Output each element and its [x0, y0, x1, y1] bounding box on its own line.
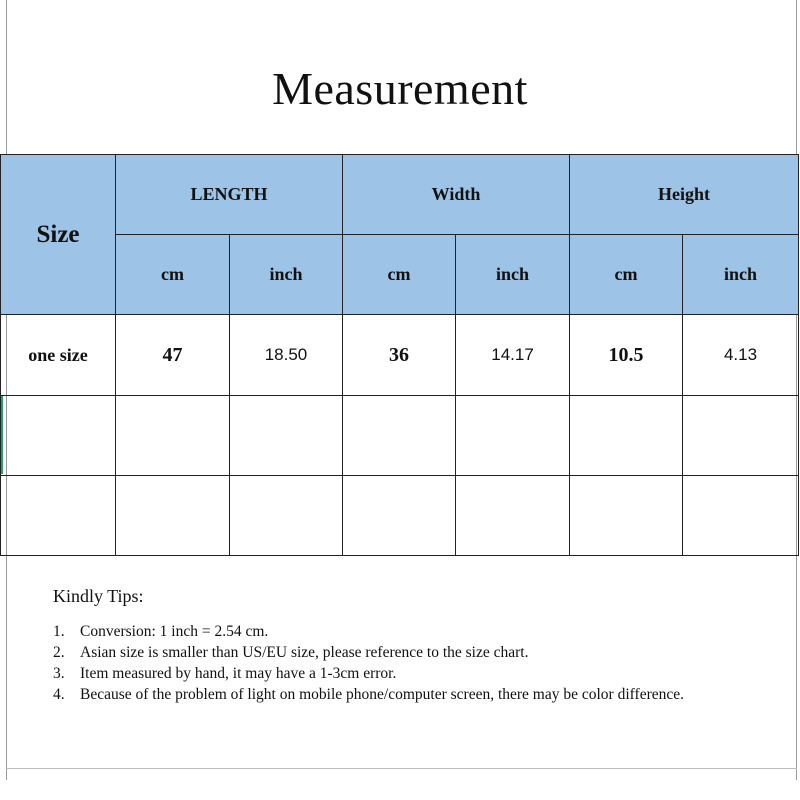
tip-number: 1. — [53, 623, 65, 640]
empty-cell — [1, 476, 116, 556]
empty-cell — [230, 476, 343, 556]
empty-cell — [230, 396, 343, 476]
length-inch-cell: 18.50 — [230, 315, 343, 396]
unit-header-cell: inch — [456, 235, 570, 315]
tip-text: Conversion: 1 inch = 2.54 cm. — [80, 623, 269, 640]
unit-header-cell: cm — [570, 235, 683, 315]
table-row — [1, 315, 799, 396]
unit-header-cell: inch — [230, 235, 343, 315]
empty-cell — [343, 476, 456, 556]
list-item — [53, 663, 753, 684]
tips-heading: Kindly Tips: — [53, 586, 144, 606]
empty-cell — [683, 476, 799, 556]
tip-text: Asian size is smaller than US/EU size, please reference to the size chart. — [80, 644, 529, 661]
width-cm-cell: 36 — [343, 315, 456, 396]
sheet-bottom-rule — [6, 768, 797, 769]
tip-number: 3. — [53, 665, 65, 682]
height-header-cell: Height — [570, 155, 799, 235]
empty-cell — [1, 396, 116, 476]
tip-number: 2. — [53, 644, 65, 661]
length-header-cell: LENGTH — [116, 155, 343, 235]
unit-header-cell: cm — [116, 235, 230, 315]
page-title: Measurement — [272, 63, 528, 114]
width-inch-cell: 14.17 — [456, 315, 570, 396]
tip-number: 4. — [53, 686, 65, 703]
empty-cell — [456, 396, 570, 476]
list-item — [53, 642, 753, 663]
list-item — [53, 621, 753, 642]
empty-cell — [343, 396, 456, 476]
empty-cell — [570, 396, 683, 476]
height-inch-cell: 4.13 — [683, 315, 799, 396]
empty-cell — [570, 476, 683, 556]
unit-header-cell: inch — [683, 235, 799, 315]
empty-cell — [116, 396, 230, 476]
size-header-cell: Size — [1, 155, 116, 315]
empty-cell — [683, 396, 799, 476]
empty-table-row — [1, 476, 799, 556]
empty-cell — [116, 476, 230, 556]
tip-text: Item measured by hand, it may have a 1-3cm error. — [80, 665, 397, 682]
empty-cell — [456, 476, 570, 556]
empty-table-row — [1, 396, 799, 476]
length-cm-cell: 47 — [116, 315, 230, 396]
unit-header-cell: cm — [343, 235, 456, 315]
list-item — [53, 684, 753, 705]
size-chart-table — [0, 154, 799, 556]
row-label-cell: one size — [1, 315, 116, 396]
width-header-cell: Width — [343, 155, 570, 235]
tips-section — [53, 586, 753, 705]
tip-text: Because of the problem of light on mobile phone/computer screen, there may be color difference. — [80, 686, 684, 703]
tips-list — [53, 621, 753, 705]
height-cm-cell: 10.5 — [570, 315, 683, 396]
